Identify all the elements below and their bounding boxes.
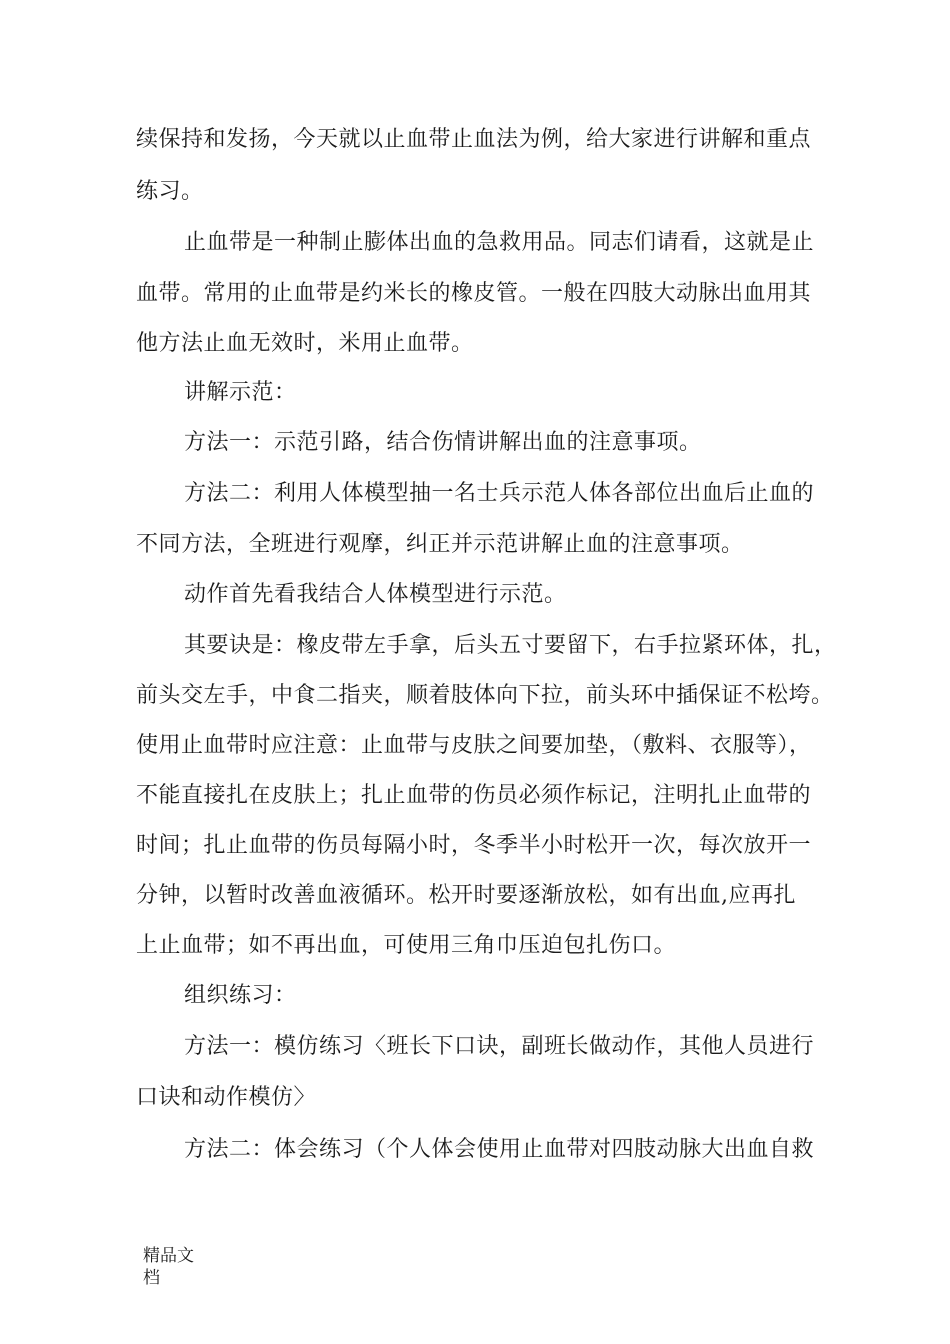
paragraph-first-line: 方法二：体会练习（个人体会使用止血带对四肢动脉大出血自救 [184, 1137, 815, 1162]
text-line: 时间；扎止血带的伤员每隔小时，冬季半小时松开一次，每次放开一 [136, 833, 812, 858]
text-line: 练习。 [136, 179, 204, 204]
footer-label: 精品文 [143, 1246, 194, 1266]
text-line: 不能直接扎在皮肤上；扎止血带的伤员必须作标记，注明扎止血带的 [136, 783, 812, 808]
text-line: 分钟，以暂时改善血液循环。松开时要逐渐放松，如有出血,应再扎 [136, 883, 796, 908]
paragraph-first-line: 其要诀是：橡皮带左手拿，后头五寸要留下，右手拉紧环体，扎， [184, 633, 837, 658]
text-line: 前头交左手，中食二指夹，顺着肢体向下拉，前头环中插保证不松垮。 [136, 683, 834, 708]
text-line: 上止血带；如不再出血，可使用三角巾压迫包扎伤口。 [136, 933, 677, 958]
footer-label: 档 [143, 1268, 160, 1288]
text-line: 续保持和发扬，今天就以止血带止血法为例，给大家进行讲解和重点 [136, 127, 812, 152]
section-heading: 讲解示范： [184, 380, 297, 405]
paragraph-first-line: 方法二：利用人体模型抽一名士兵示范人体各部位出血后止血的 [184, 481, 815, 506]
text-line: 血带。常用的止血带是约米长的橡皮管。一般在四肢大动脉出血用其 [136, 281, 812, 306]
paragraph-first-line: 方法一：示范引路，结合伤情讲解出血的注意事项。 [184, 430, 702, 455]
paragraph-first-line: 止血带是一种制止膨体出血的急救用品。同志们请看，这就是止 [184, 230, 815, 255]
paragraph-first-line: 动作首先看我结合人体模型进行示范。 [184, 582, 567, 607]
text-line: 使用止血带时应注意：止血带与皮肤之间要加垫，（敷料、衣服等）， [136, 733, 812, 758]
text-line: 口诀和动作模仿〉 [136, 1085, 317, 1110]
section-heading: 组织练习： [184, 983, 297, 1008]
paragraph-first-line: 方法一：模仿练习〈班长下口诀，副班长做动作，其他人员进行 [184, 1034, 815, 1059]
text-line: 他方法止血无效时，米用止血带。 [136, 331, 474, 356]
text-line: 不同方法，全班进行观摩，纠正并示范讲解止血的注意事项。 [136, 532, 744, 557]
